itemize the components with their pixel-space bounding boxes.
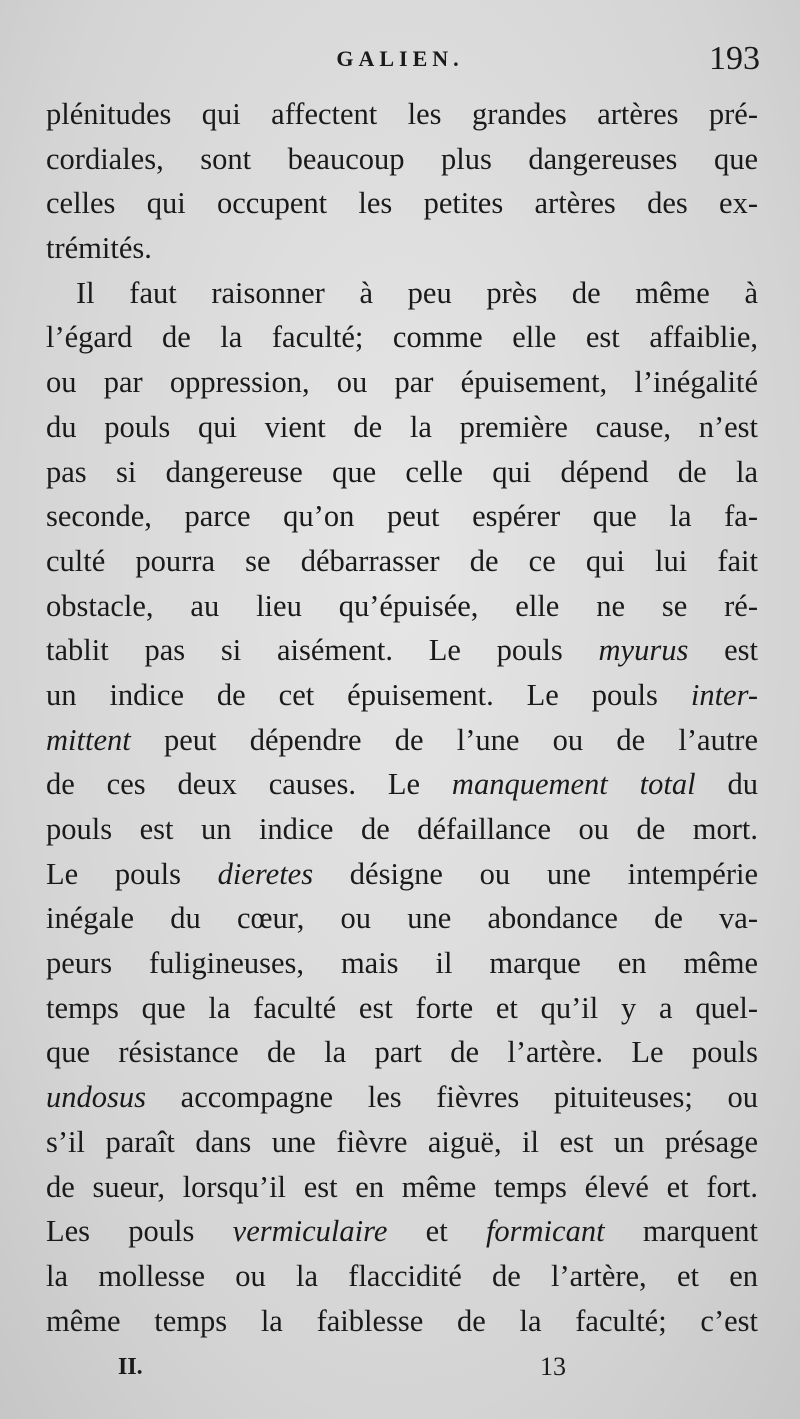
- text-segment: Il faut raisonner à peu près de même à: [76, 275, 758, 310]
- italic-term: dieretes: [217, 856, 314, 891]
- text-line: [46, 1165, 758, 1210]
- body-text: [46, 92, 758, 1343]
- text-segment: marquent: [604, 1214, 758, 1249]
- signature-mark: II.: [118, 1354, 143, 1380]
- text-segment: plénitudes qui affectent les grandes artères pré-: [46, 97, 758, 131]
- text-line: [46, 941, 758, 986]
- text-segment: peut dépendre de l’une ou de l’autre: [130, 722, 758, 757]
- text-line: [46, 494, 758, 539]
- text-segment: du pouls qui vient de la première cause, n’est: [46, 409, 758, 444]
- italic-term: vermiculaire: [232, 1214, 388, 1249]
- text-segment: cordiales, sont beaucoup plus dangereuses que: [46, 141, 758, 176]
- text-segment: accompagne les fièvres pituiteuses; ou: [146, 1080, 758, 1115]
- text-line: [46, 628, 758, 673]
- text-segment: s’il paraît dans une fièvre aiguë, il est un présage: [46, 1124, 758, 1159]
- text-line: [46, 405, 758, 450]
- text-segment: trémités.: [46, 231, 152, 266]
- text-segment: seconde, parce qu’on peut espérer que la fa-: [46, 499, 758, 534]
- text-line: [46, 1075, 758, 1120]
- text-segment: celles qui occupent les petites artères des ex-: [46, 186, 758, 221]
- text-segment: l’égard de la faculté; comme elle est affaiblie,: [46, 320, 758, 355]
- text-segment: de sueur, lorsqu’il est en même temps élevé et fort.: [46, 1169, 758, 1204]
- text-line: [46, 1030, 758, 1075]
- text-segment: peurs fuligineuses, mais il marque en même: [46, 946, 758, 981]
- text-segment: ou par oppression, ou par épuisement, l’inégalité: [46, 365, 758, 400]
- page-footer: [0, 1350, 800, 1390]
- italic-term: mittent: [46, 722, 131, 757]
- text-line: [46, 807, 758, 852]
- text-line: [46, 1209, 758, 1254]
- text-line: [46, 181, 758, 226]
- text-segment: de ces deux causes. Le: [46, 767, 452, 802]
- text-segment: Le pouls: [46, 856, 218, 891]
- text-segment: est: [688, 633, 758, 668]
- text-segment: obstacle, au lieu qu’épuisée, elle ne se ré-: [46, 588, 758, 623]
- page-header: [0, 40, 800, 84]
- running-head: GALIEN.: [336, 46, 464, 71]
- text-segment: désigne ou une intempérie: [313, 856, 759, 891]
- text-segment: du: [695, 767, 759, 802]
- text-line: [46, 1299, 758, 1344]
- page-number: 193: [709, 40, 760, 77]
- text-segment: pas si dangereuse que celle qui dépend de la: [46, 454, 758, 489]
- text-line: [46, 539, 758, 584]
- text-line: [46, 450, 758, 495]
- text-segment: culté pourra se débarrasser de ce qui lui fait: [46, 543, 758, 578]
- italic-term: myurus: [598, 633, 689, 668]
- text-segment: inégale du cœur, ou une abondance de va-: [46, 901, 758, 936]
- italic-term: inter-: [690, 677, 758, 712]
- text-segment: que résistance de la part de l’artère. Le pouls: [46, 1035, 758, 1070]
- text-segment: un indice de cet épuisement. Le pouls: [46, 677, 691, 712]
- text-segment: pouls est un indice de défaillance ou de mort.: [46, 812, 758, 846]
- text-segment: la mollesse ou la flaccidité de l’artère, et en: [46, 1258, 758, 1293]
- text-line: [46, 1120, 758, 1165]
- text-segment: même temps la faiblesse de la faculté; c’est: [46, 1303, 758, 1338]
- text-line: [46, 718, 758, 763]
- text-line: [46, 673, 758, 718]
- text-line: [46, 852, 758, 897]
- text-line: [46, 896, 758, 941]
- text-line: [46, 986, 758, 1031]
- italic-term: undosus: [46, 1080, 146, 1115]
- text-segment: temps que la faculté est forte et qu’il y a quel-: [46, 990, 758, 1025]
- text-line: [46, 584, 758, 629]
- text-segment: tablit pas si aisément. Le pouls: [46, 633, 599, 668]
- italic-term: formicant: [485, 1214, 605, 1249]
- text-segment: et: [387, 1214, 486, 1249]
- text-line: [46, 762, 758, 807]
- sheet-number: 13: [540, 1352, 566, 1381]
- text-line: [46, 92, 758, 137]
- text-line: [46, 271, 758, 316]
- text-line: [46, 360, 758, 405]
- text-line: [46, 137, 758, 182]
- text-line: [46, 1254, 758, 1299]
- text-segment: Les pouls: [46, 1214, 233, 1249]
- text-line: [46, 315, 758, 360]
- text-line: [46, 226, 758, 271]
- italic-term: manquement total: [451, 767, 696, 802]
